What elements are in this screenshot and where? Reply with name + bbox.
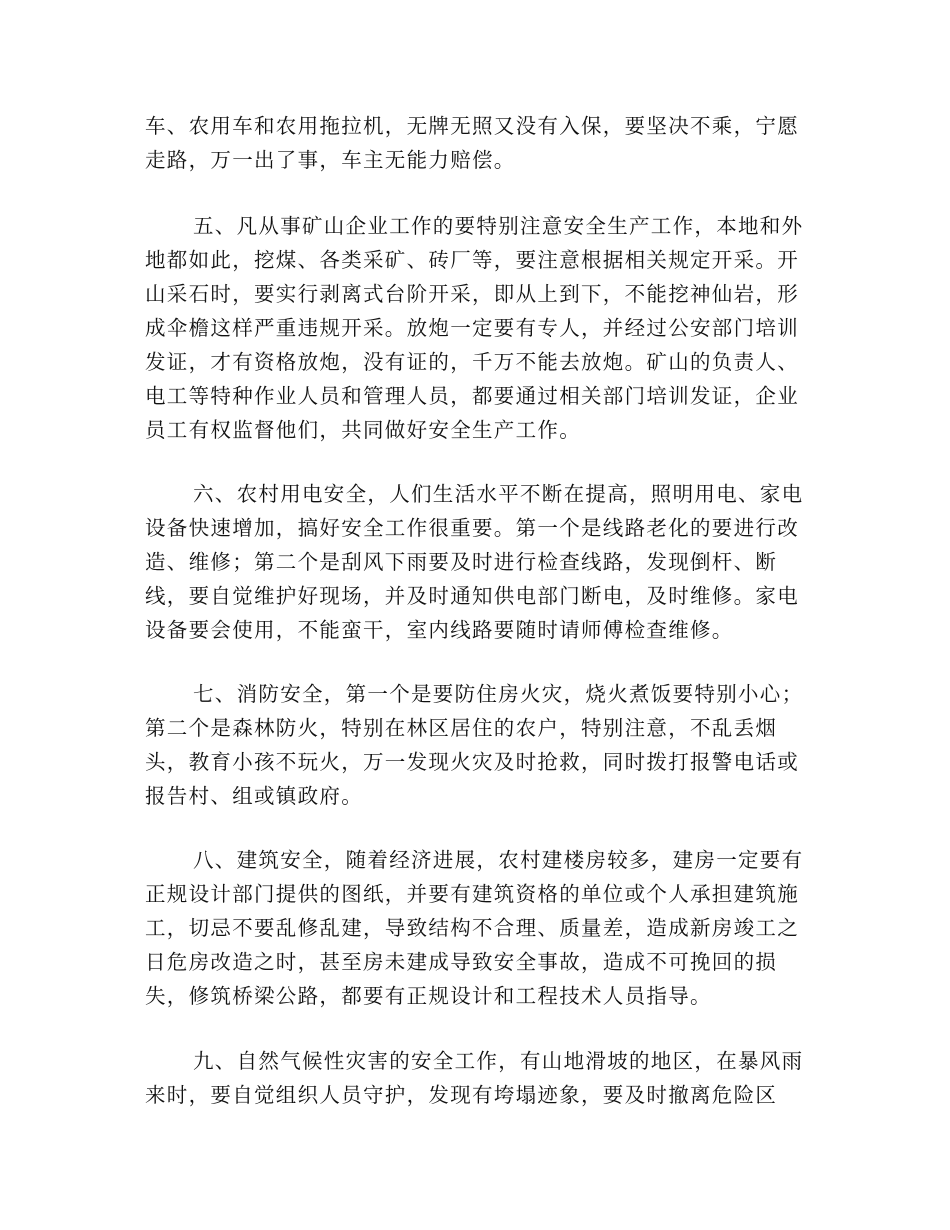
- paragraph-section-9: [145, 1044, 825, 1112]
- text-line: 来时，要自觉组织人员守护，发现有垮塌迹象，要及时撤离危险区: [145, 1083, 778, 1107]
- paragraph-section-6: [145, 477, 825, 647]
- text-line: 造、维修；第二个是刮风下雨要及时进行检查线路，发现倒杆、断: [145, 550, 778, 574]
- text-line: 走路，万一出了事，车主无能力赔偿。: [145, 148, 516, 172]
- text-line: 七、消防安全，第一个是要防住房火灾，烧火煮饭要特别小心；: [193, 682, 804, 706]
- text-line: 设备快速增加，搞好安全工作很重要。第一个是线路老化的要进行改: [145, 516, 799, 540]
- text-line: 设备要会使用，不能蛮干，室内线路要随时请师傅检查维修。: [145, 618, 734, 642]
- paragraph-section-8: [145, 843, 825, 1013]
- text-line: 车、农用车和农用拖拉机，无牌无照又没有入保，要坚决不乘，宁愿: [145, 114, 799, 138]
- text-line: 九、自然气候性灾害的安全工作，有山地滑坡的地区，在暴风雨: [193, 1049, 804, 1073]
- paragraph-section-5: [145, 209, 825, 447]
- text-line: 五、凡从事矿山企业工作的要特别注意安全生产工作，本地和外: [193, 214, 804, 238]
- text-line: 报告村、组或镇政府。: [145, 784, 363, 808]
- text-line: 正规设计部门提供的图纸，并要有建筑资格的单位或个人承担建筑施: [145, 882, 799, 906]
- text-line: 地都如此，挖煤、各类采矿、砖厂等，要注意根据相关规定开采。开: [145, 248, 799, 272]
- text-line: 六、农村用电安全，人们生活水平不断在提高，照明用电、家电: [193, 482, 804, 506]
- text-line: 头，教育小孩不玩火，万一发现火灾及时抢救，同时拨打报警电话或: [145, 750, 799, 774]
- text-line: 员工有权监督他们，共同做好安全生产工作。: [145, 418, 581, 442]
- text-line: 发证，才有资格放炮，没有证的，千万不能去放炮。矿山的负责人、: [145, 350, 799, 374]
- text-line: 电工等特种作业人员和管理人员，都要通过相关部门培训发证，企业: [145, 384, 799, 408]
- text-line: 成伞檐这样严重违规开采。放炮一定要有专人，并经过公安部门培训: [145, 316, 799, 340]
- text-line: 线，要自觉维护好现场，并及时通知供电部门断电，及时维修。家电: [145, 584, 799, 608]
- text-line: 第二个是森林防火，特别在林区居住的农户，特别注意，不乱丢烟: [145, 716, 778, 740]
- text-line: 日危房改造之时，甚至房未建成导致安全事故，造成不可挽回的损: [145, 950, 778, 974]
- text-line: 山采石时，要实行剥离式台阶开采，即从上到下，不能挖神仙岩，形: [145, 282, 799, 306]
- text-line: 失，修筑桥梁公路，都要有正规设计和工程技术人员指导。: [145, 984, 712, 1008]
- paragraph-section-7: [145, 677, 825, 813]
- text-line: 工，切忌不要乱修乱建，导致结构不合理、质量差，造成新房竣工之: [145, 916, 799, 940]
- text-line: 八、建筑安全，随着经济进展，农村建楼房较多，建房一定要有: [193, 848, 804, 872]
- paragraph-continued: [145, 109, 825, 177]
